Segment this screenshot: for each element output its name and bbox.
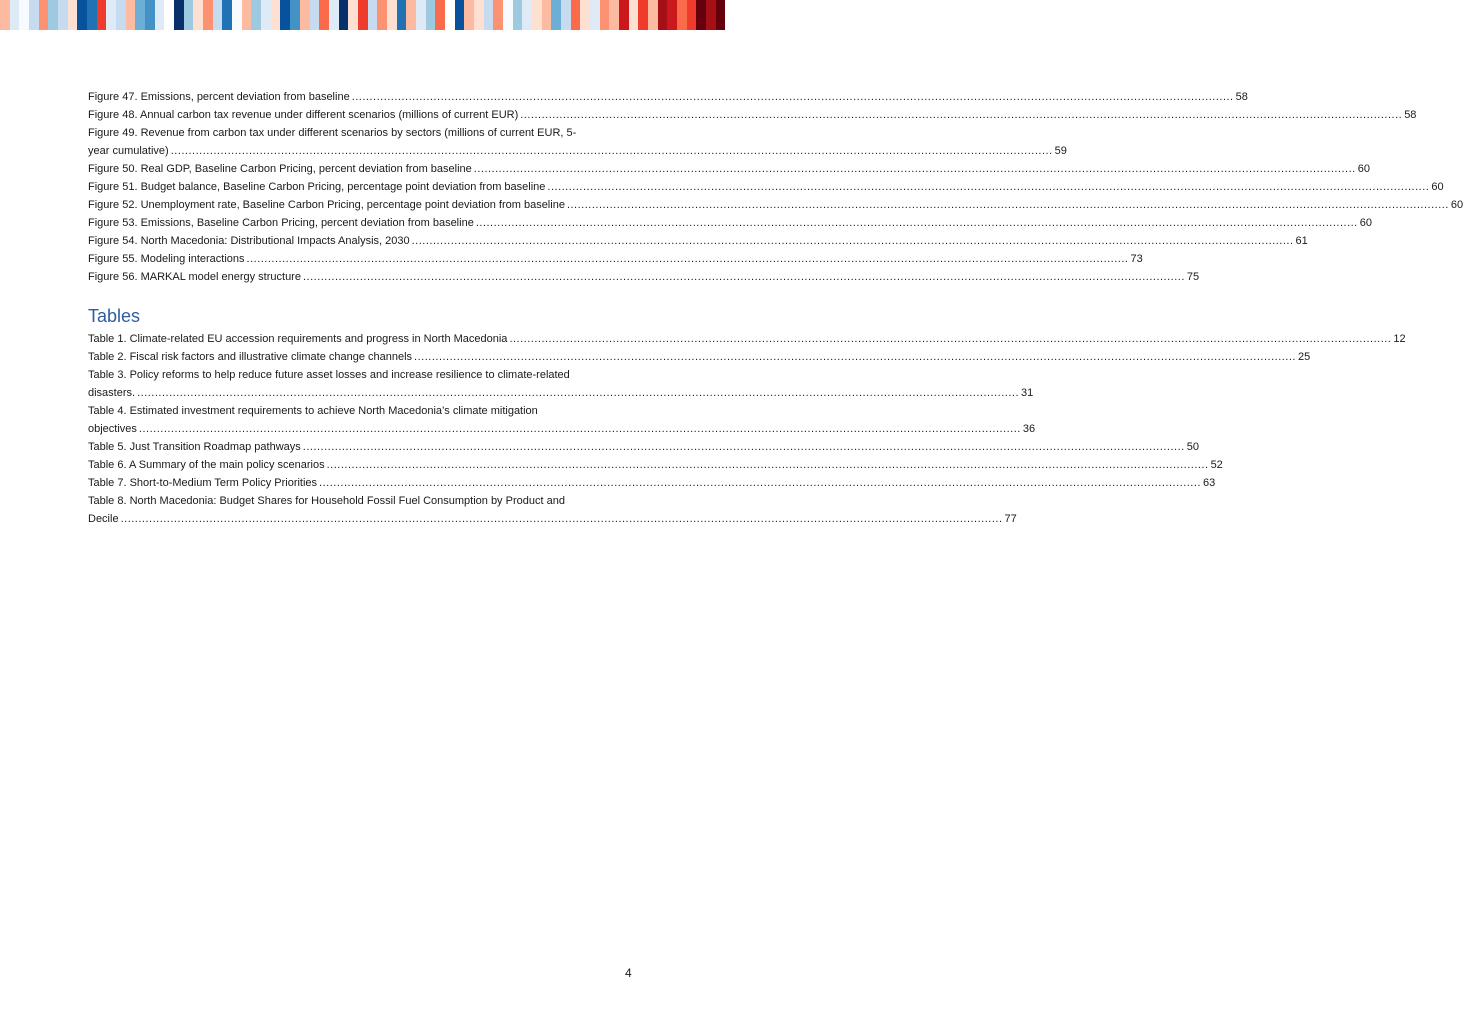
toc-entry-figure-52[interactable]: Figure 52. Unemployment rate, Baseline Carbon Pricing, percentage point deviation from baseline ..... 60: [88, 196, 638, 214]
toc-entry-figure-55[interactable]: Figure 55. Modeling interactions ..... 73: [88, 250, 638, 268]
stripe: [232, 0, 242, 30]
stripe: [416, 0, 426, 30]
stripe: [348, 0, 358, 30]
toc-entry-table-6[interactable]: Table 6. A Summary of the main policy scenarios ..... 52: [88, 456, 638, 474]
stripe: [203, 0, 213, 30]
figures-list: [88, 88, 1463, 286]
stripe: [310, 0, 320, 30]
stripe: [213, 0, 223, 30]
stripe: [387, 0, 397, 30]
stripe: [590, 0, 600, 30]
stripe: [687, 0, 697, 30]
stripe: [455, 0, 465, 30]
stripe: [542, 0, 552, 30]
stripe: [77, 0, 87, 30]
stripe: [106, 0, 116, 30]
stripe: [561, 0, 571, 30]
toc-entry-figure-56[interactable]: Figure 56. MARKAL model energy structure ..... 75: [88, 268, 638, 286]
stripe: [397, 0, 407, 30]
stripe: [339, 0, 349, 30]
stripe: [358, 0, 368, 30]
stripe: [10, 0, 20, 30]
stripe: [445, 0, 455, 30]
toc-entry-table-2[interactable]: Table 2. Fiscal risk factors and illustrative climate change channels ..... 25: [88, 348, 638, 366]
toc-entry-figure-50[interactable]: Figure 50. Real GDP, Baseline Carbon Pricing, percent deviation from baseline ..... 60: [88, 160, 638, 178]
stripe: [368, 0, 378, 30]
stripe: [503, 0, 513, 30]
stripe: [87, 0, 97, 30]
toc-entry-table-8[interactable]: Table 8. North Macedonia: Budget Shares for Household Fossil Fuel Consumption by Product and Decile ..... 77: [88, 492, 638, 528]
stripe: [145, 0, 155, 30]
stripe: [193, 0, 203, 30]
tables-heading: Tables: [88, 306, 141, 326]
stripe: [48, 0, 58, 30]
toc-entry-figure-53[interactable]: Figure 53. Emissions, Baseline Carbon Pricing, percent deviation from baseline ..... 60: [88, 214, 638, 232]
toc-entry-figure-48[interactable]: Figure 48. Annual carbon tax revenue under different scenarios (millions of current EUR) ..... 58: [88, 106, 638, 124]
stripe: [116, 0, 126, 30]
stripe: [474, 0, 484, 30]
toc-entry-table-5[interactable]: Table 5. Just Transition Roadmap pathways ..... 50: [88, 438, 638, 456]
stripe: [261, 0, 271, 30]
stripe: [522, 0, 532, 30]
stripe: [609, 0, 619, 30]
toc-entry-table-4[interactable]: Table 4. Estimated investment requirements to achieve North Macedonia’s climate mitigation objectives ..... 36: [88, 402, 638, 438]
stripe: [571, 0, 581, 30]
stripe: [600, 0, 610, 30]
stripe: [29, 0, 39, 30]
stripe: [97, 0, 107, 30]
tables-list: [88, 330, 1406, 528]
stripe: [658, 0, 668, 30]
stripe: [300, 0, 310, 30]
stripe: [39, 0, 49, 30]
toc-entry-table-1[interactable]: Table 1. Climate-related EU accession requirements and progress in North Macedonia ..... 12: [88, 330, 638, 348]
stripe: [184, 0, 194, 30]
stripe: [667, 0, 677, 30]
stripe: [435, 0, 445, 30]
stripe: [290, 0, 300, 30]
stripe: [706, 0, 716, 30]
toc-entry-table-7[interactable]: Table 7. Short-to-Medium Term Policy Priorities ..... 63: [88, 474, 638, 492]
stripe: [242, 0, 252, 30]
toc-entry-figure-49[interactable]: Figure 49. Revenue from carbon tax under different scenarios by sectors (millions of current EUR, 5- year cumulative) ..... 59: [88, 124, 638, 160]
toc-entry-figure-51[interactable]: Figure 51. Budget balance, Baseline Carbon Pricing, percentage point deviation from baseline ..... 60: [88, 178, 638, 196]
stripe: [677, 0, 687, 30]
stripe: [580, 0, 590, 30]
stripe: [648, 0, 658, 30]
stripe: [271, 0, 281, 30]
stripe: [696, 0, 706, 30]
stripe: [532, 0, 542, 30]
stripe: [251, 0, 261, 30]
stripe: [164, 0, 174, 30]
stripe: [319, 0, 329, 30]
stripe: [551, 0, 561, 30]
toc-entry-figure-47[interactable]: Figure 47. Emissions, percent deviation from baseline ..... 58: [88, 88, 638, 106]
stripe: [513, 0, 523, 30]
stripe: [126, 0, 136, 30]
stripe: [222, 0, 232, 30]
stripe: [0, 0, 10, 30]
stripe: [19, 0, 29, 30]
toc-entry-figure-54[interactable]: Figure 54. North Macedonia: Distributional Impacts Analysis, 2030 ..... 61: [88, 232, 638, 250]
stripe: [406, 0, 416, 30]
stripe: [68, 0, 78, 30]
page-number: 4: [625, 966, 632, 980]
stripe: [280, 0, 290, 30]
toc-entry-table-3[interactable]: Table 3. Policy reforms to help reduce future asset losses and increase resilience to climate-related disasters. ..... 31: [88, 366, 638, 402]
stripe: [493, 0, 503, 30]
stripe: [464, 0, 474, 30]
stripe: [716, 0, 726, 30]
stripe: [426, 0, 436, 30]
stripe: [638, 0, 648, 30]
stripe: [58, 0, 68, 30]
stripe: [484, 0, 494, 30]
stripe: [619, 0, 629, 30]
stripe: [174, 0, 184, 30]
stripe: [155, 0, 165, 30]
stripe: [135, 0, 145, 30]
header-stripes-banner: [0, 0, 725, 30]
stripe: [377, 0, 387, 30]
stripe: [329, 0, 339, 30]
stripe: [629, 0, 639, 30]
